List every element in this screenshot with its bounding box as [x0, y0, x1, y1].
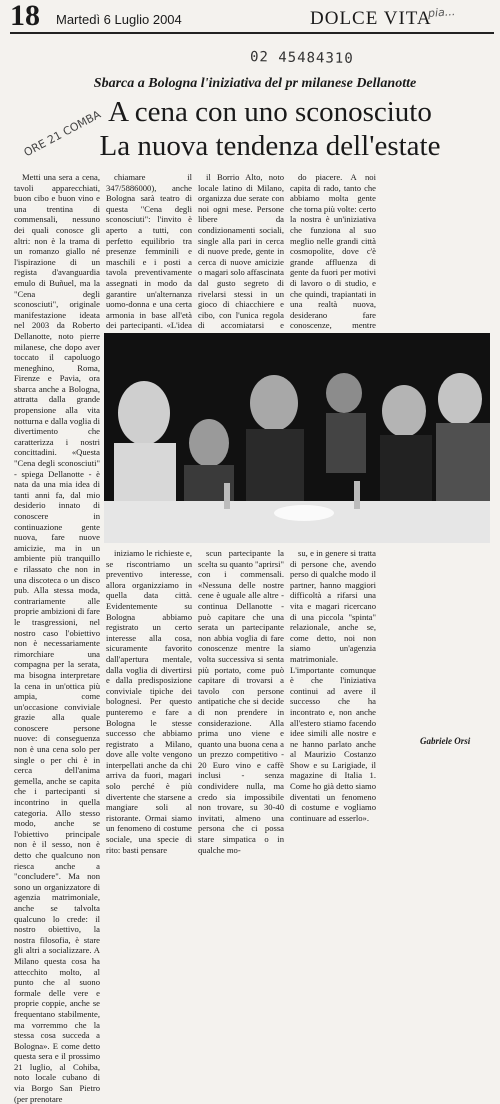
handwritten-stamp: ORE 21 COMBA	[21, 107, 103, 160]
column-text: scun partecipante la scelta su quanto "aprirsi" con i commensali. «Nessuna delle nostre cene è uguale alle altre - continua Dellanotte - può capitare che una serata un partecipante non abbia voglia di fare conoscenze mentre la volta successiva si senta più portato, come può capitare di trovarsi a tavolo con persone antipatiche che si decide di non prendere in considerazione. Alla prima uno viene e quanto una buona cena a un prezzo competitivo - 20 Euro vino e caffè inclusi - senza condividere nulla, ma credo sia impossibile non trovare, su 30-40 invitati, almeno una persona che ci possa stare simpatica o in qualche mo-	[198, 548, 285, 855]
article-column-1	[14, 172, 100, 1104]
article-column-2-bottom	[106, 548, 192, 855]
article-byline: Gabriele Orsi	[420, 736, 471, 746]
column-text: do piacere. A noi capita di rado, tanto che abbiamo molta gente che torna più volte: certo la nostra è un'iniziativa che funziona al suo meglio nelle grandi città cosmopolite, dove c'è grande affluenza di gente da fuori per motivi di lavoro o di studio, e che quindi, trapiantati in una realtà nuova, desiderano fare conoscenze, mentre	[290, 172, 376, 331]
article-column-4-bottom	[290, 548, 376, 823]
article-column-2	[106, 172, 192, 330]
article-column-4	[290, 172, 376, 330]
section-name: DOLCE VITA	[310, 8, 432, 29]
issue-date: Martedì 6 Luglio 2004	[56, 12, 182, 27]
header-rule	[10, 32, 494, 34]
article-column-3-bottom	[198, 548, 285, 855]
article-column-3	[198, 172, 284, 330]
handwritten-code: 02 45484310	[249, 49, 354, 67]
page-number: 18	[10, 0, 40, 32]
column-text: iniziamo le richieste e, se riscontriamo un preventivo interesse, allora organizziamo in quella data città. Evidentemente su Bologna abbiamo registrato un certo interesse alla cosa, sicuramente favorito dall'apertura mentale, dalla voglia di divertirsi e dalla predisposizione conviviale tipiche dei bolognesi. Per questo punteremo e fare a Bologna le stesse successo che abbiamo registrato a Milano, dove alle volte vengono interpellati anche da chi arriva da fuori, magari solo perché è più divertente che starsene a mangiare soli al ristorante. Ormai siamo un fenomeno di costume sociale, una specie di rito: basti pensare	[106, 548, 192, 855]
column-text: su, e in genere si tratta di persone che, avendo perso di qualche modo il partner, hanno maggiori difficoltà a rifarsi una vita e magari ricercano di una piccola "spinta" relazionale, anche se, come detto, noi non siamo un'agenzia matrimoniale. L'importante comunque è che l'iniziativa continui ad avere il successo che ha incontrato e, non anche all'estero stiamo facendo idee simili alle nostre e ne hanno parlato anche al Maurizio Costanzo Show e su Larigiade, il magazine di Italia 1. Come ho già detto siamo diventati un fenomeno di costume e vogliamo continuare ad esserlo».	[290, 548, 376, 823]
handwritten-note-corner: pia...	[427, 5, 456, 20]
column-text: il Borrio Alto, noto locale latino di Milano, organizza due serate con noi ogni mese. Persone libere da condizionamenti sociali, single alla pari in cerca di nuove prede, gente in cerca di nuove amicizie o magari solo affascinata dal gusto segreto di rivelarsi stessi in un gioco di chiacchiere e cibo, con l'unica regola di accomiatarsi e	[198, 172, 284, 331]
article-title-line2: La nuova tendenza dell'estate	[99, 130, 441, 162]
column-text: Metti una sera a cena, tavoli apparecchiati, buon cibo e buon vino e una trentina di commensali, nessuno dei quali conosce gli altri: non è la trama di un romanzo giallo né l'ispirazione di un regista d'avanguardia emulo di Buñuel, ma la "Cena degli sconosciuti", originale manifestazione ideata nel 2003 da Roberto Dellanotte, noto pierre milanese, che dopo aver toccato il capoluogo meneghino, Roma, Firenze e Pavia, ora sbarca anche a Bologna, attratta dalla grande propensione alla vita notturna e dalla voglia di divertimento che caratterizza i nostri concittadini. «Questa "Cena degli sconosciuti" - spiega Dellanotte - è nata da una mia idea di tanti anni fa, dal mio desiderio innato di conoscere in continuazione gente nuova, fare nuove amicizie, ma in un ambiente più tranquillo e rilassato che non in una discoteca o un disco pub. Alla stessa moda, contrariamente alle proprie ambizioni di fare le trasgressioni, nel nostro caso l'obiettivo non è necessariamente rimorchiare una compagna per la serata, ma bisogna interpretare la cena in un'ottica più ampia, come un'occasione conviviale grazie alla quale conoscere persone nuove: di conseguenza non è una cena solo per single o per chi è in cerca dell'anima gemella, anche se capita che i partecipanti si incontrino in quella categoria. Allo stesso modo, anche se l'obiettivo principale non è il sesso, non è detto che qualcuno non riesca anche a "concludere". Ma non sono un organizzatore di agenzia matrimoniale, anche se talvolta qualcuno lo crede: il nostro obiettivo, la nostra filosofia, è stare gli altri a socializzare. A Milano questa cosa ha attecchito molto, al punto che al suono formale delle vere e proprie coppie, anche se frequentano stabilmente, ma vorremmo che la stessa cosa succeda a Bologna». E come detto questa sera e il prossimo 21 luglio, al Cohiba, noto locale cubano di via Borgo San Pietro (per prenotare	[14, 172, 100, 1104]
dinner-photo-illustration	[104, 333, 490, 543]
column-text: chiamare il 347/5886000), anche Bologna sarà teatro di questa "Cena degli sconosciuti": l'invito è aperto a tutti, con perfetto equilibrio tra presenze femminili e maschili e i posti a tavola preventivamente assegnati in modo da garantire un'alternanza uomo-donna e una certa armonia in base all'età dei partecipanti. «L'idea	[106, 172, 192, 331]
article-photo	[104, 333, 490, 543]
article-title-line1: A cena con uno sconosciuto	[108, 96, 432, 128]
article-kicker: Sbarca a Bologna l'iniziativa del pr milanese Dellanotte	[93, 76, 417, 91]
page-header	[10, 2, 494, 32]
